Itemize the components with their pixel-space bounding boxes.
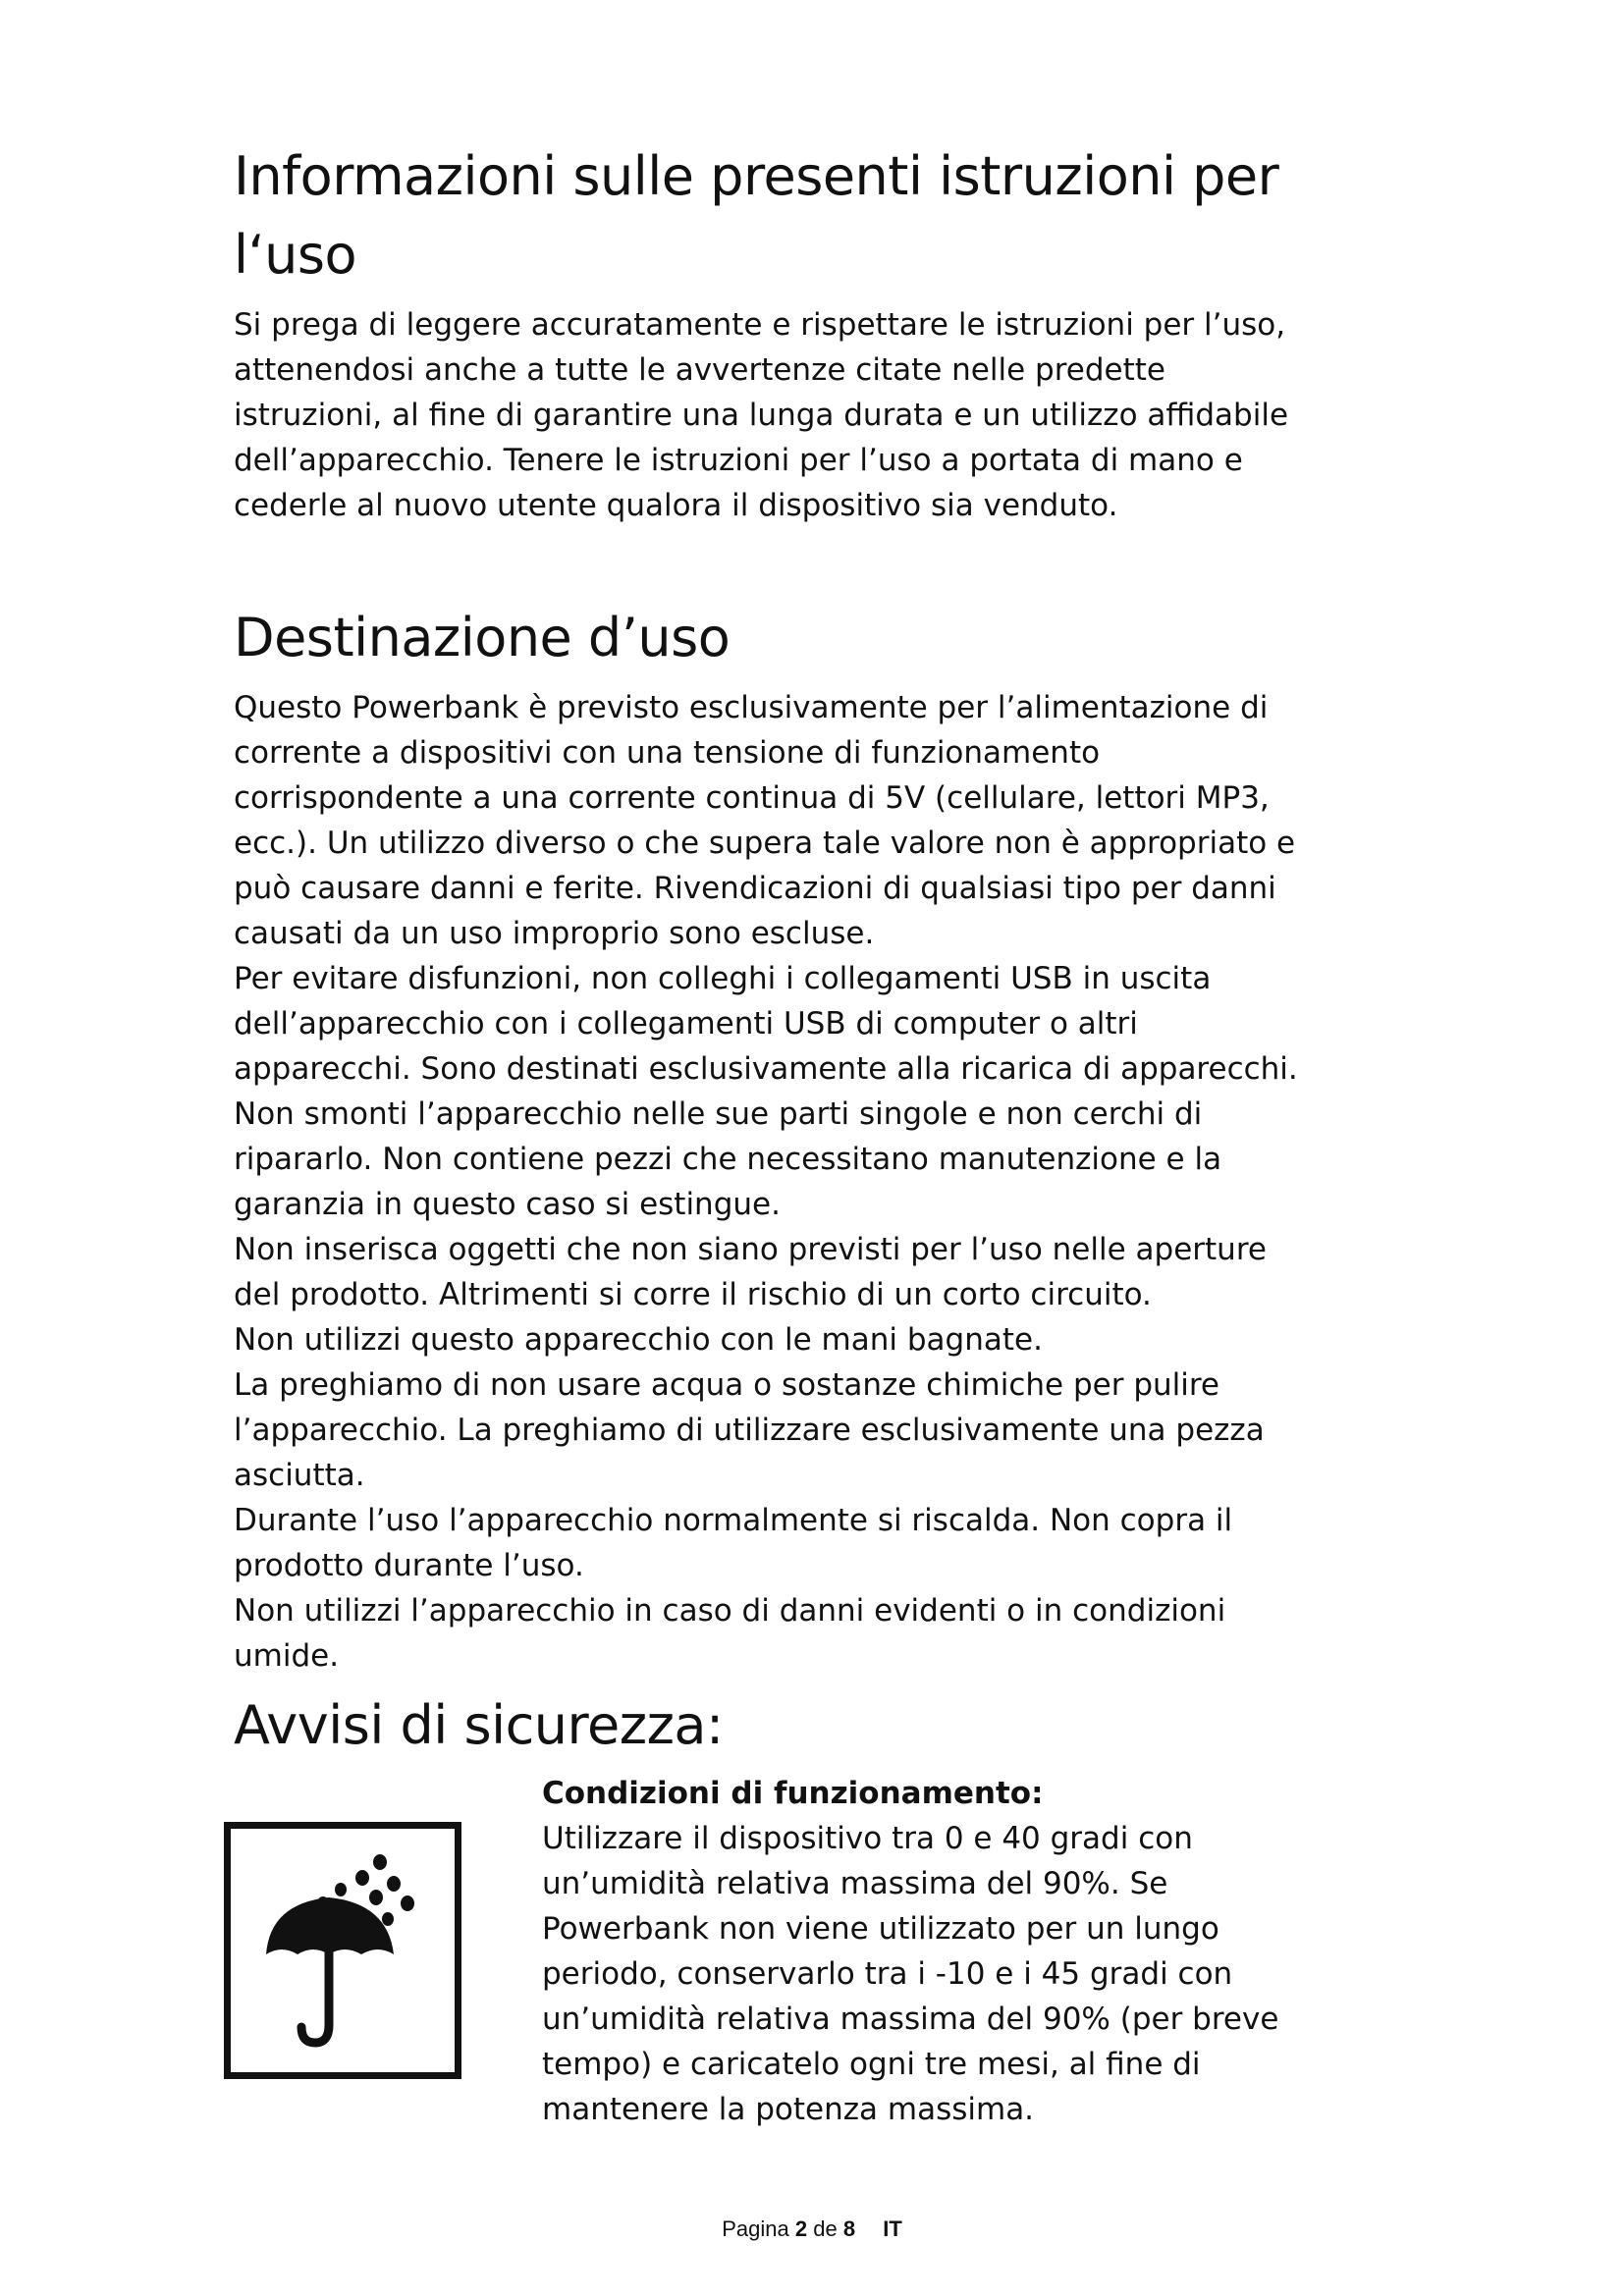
intended-use-paragraph: Per evitare disfunzioni, non colleghi i collegamenti USB in uscita dell’apparecchio con i collegamenti USB di computer o altri apparecchi. Sono destinati esclusivamente alla ricarica di apparecchi. [234, 961, 1298, 1087]
intended-use-paragraph: Durante l’uso l’apparecchio normalmente si riscalda. Non copra il prodotto durante l’uso. [234, 1503, 1233, 1583]
page-separator: de [813, 2216, 838, 2241]
page-current: 2 [794, 2216, 808, 2241]
page-label: Pagina [722, 2216, 789, 2241]
intended-use-paragraph: Non inserisca oggetti che non siano previsti per l’uso nelle aperture del prodotto. Altrimenti si corre il rischio di un corto circuito. [234, 1232, 1267, 1312]
intended-use-paragraph: Non utilizzi l’apparecchio in caso di danni evidenti o in condizioni umide. [234, 1593, 1226, 1674]
instructions-paragraph: Si prega di leggere accuratamente e rispettare le istruzioni per l’uso, attenendosi anche a tutte le avvertenze citate nelle predette istruzioni, al fine di garantire una lunga durata e un utilizzo affidabile dell’apparecchio. Tenere le istruzioni per l’uso a portata di mano e cederle al nuovo utente qualora il dispositivo sia venduto. [234, 307, 1289, 523]
intended-use-paragraph: Non smonti l’apparecchio nelle sue parti singole e non cerchi di ripararlo. Non contiene pezzi che necessitano manutenzione e la garanzia in questo caso si estingue. [234, 1096, 1222, 1222]
operating-conditions [542, 1771, 1288, 2132]
section-title-intended-use: Destinazione d’uso [234, 607, 731, 668]
intended-use-paragraph: La preghiamo di non usare acqua o sostanze chimiche per pulire l’apparecchio. La preghiamo di utilizzare esclusivamente una pezza asciutta. [234, 1367, 1265, 1493]
operating-conditions-heading: Condizioni di funzionamento: [542, 1776, 1044, 1811]
safety-block [234, 1771, 1314, 2154]
intended-use-paragraph: Questo Powerbank è previsto esclusivamente per l’alimentazione di corrente a dispositivi con una tensione di funzionamento corrispondente a una corrente continua di 5V (cellulare, lettori MP3, ecc.). Un utilizzo diverso o che supera tale valore non è appropriato e può causare danni e ferite. Rivendicazioni di qualsiasi tipo per danni causati da un uso improprio sono escluse. [234, 690, 1296, 951]
language-code: IT [883, 2216, 902, 2241]
page-total: 8 [842, 2216, 856, 2241]
intended-use-body [234, 685, 1314, 1679]
page-content [234, 137, 1314, 2154]
operating-conditions-text: Utilizzare il dispositivo tra 0 e 40 gradi con un’umidità relativa massima del 90%. Se Powerbank non viene utilizzato per un lungo periodo, conservarlo tra i -10 e i 45 gradi con un’umidità relativa massima del 90% (per breve tempo) e caricatelo ogni tre mesi, al fine di mantenere la potenza massima. [542, 1821, 1279, 2127]
intended-use-paragraph: Non utilizzi questo apparecchio con le mani bagnate. [234, 1322, 1043, 1358]
keep-dry-umbrella-icon [224, 1822, 461, 2079]
page-footer [0, 2216, 1624, 2242]
section-title-safety: Avvisi di sicurezza: [234, 1694, 724, 1756]
section-title-instructions: Informazioni sulle presenti istruzioni per l‘uso [234, 145, 1279, 286]
